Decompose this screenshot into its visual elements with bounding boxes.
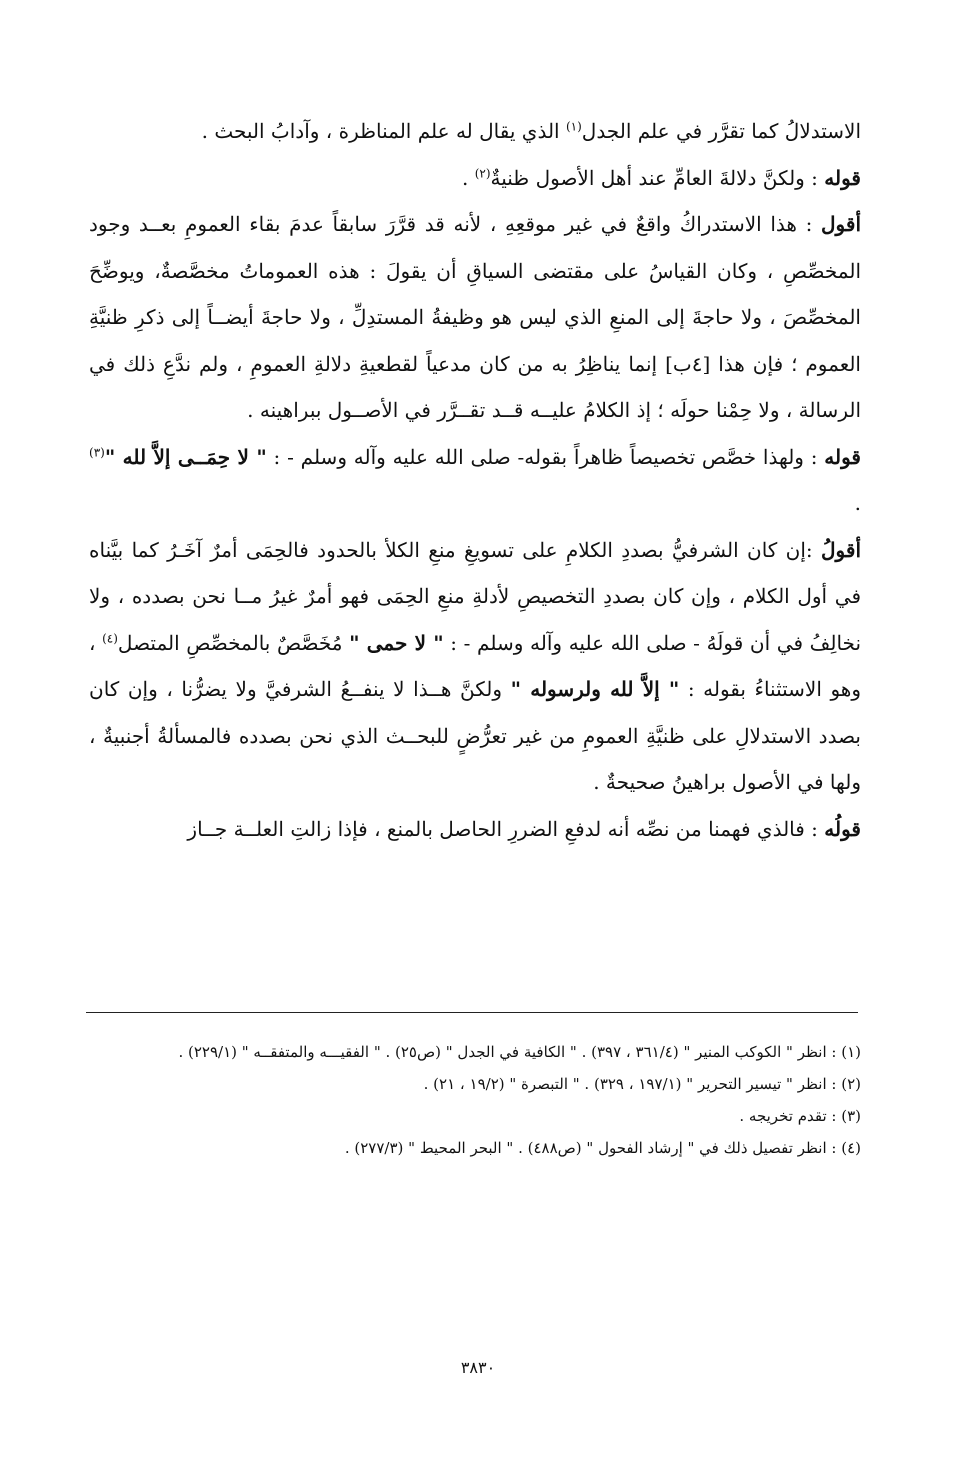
text-segment: ، وهو الاستثناءُ بقوله : <box>89 630 861 701</box>
paragraph-5 <box>89 527 861 806</box>
footnote-4: (٤) : انظر تفصيل ذلك في " إرشاد الفحول " (ص٤٨٨) . " البحر المحيط " (٢٧٧/٣) . <box>344 1139 861 1157</box>
footnote-3: (٣) : تقدم تخريجه . <box>739 1107 861 1125</box>
text-segment: : ولكنَّ دلالةَ العامِّ عند أهل الأصول ظنيةٌ <box>490 165 825 190</box>
paragraph-6 <box>89 806 861 853</box>
footnote-2: (٢) : انظر " تيسير التحرير " (١٩٧/١ ، ٣٢٩) . " التبصرة " (١٩/٢ ، ٢١) . <box>423 1075 861 1093</box>
text-segment: : فالذي فهمنا من نصِّه أنه لدفعِ الضررِ الحاصل بالمنع ، فإذا زالتِ العلــة جــاز <box>187 816 825 841</box>
text-segment: ولكنَّ هــذا لا ينفــعُ الشرفيَّ ولا يضرُّنا ، وإن كان بصدد الاستدلالِ على ظنيَّةِ العمومِ من غير تعرُّضٍ للبحــث الذي نحن بصدده فالمسألةُ أجنبيةٌ ، ولها في الأصول براهينُ صحيحةٌ . <box>89 677 861 794</box>
text-segment: الذي يقال له علم المناظرة ، وآدابُ البحث . <box>201 119 566 143</box>
paragraph-2 <box>89 155 861 202</box>
footnote-ref-4[interactable]: (٤) <box>102 630 118 645</box>
footnotes <box>81 1036 861 1164</box>
footnote-ref-1[interactable]: (١) <box>565 119 582 134</box>
footnote-ref-3[interactable]: (٣) <box>89 444 105 459</box>
main-text <box>89 108 861 852</box>
text-segment: : هذا الاستدراكُ واقعٌ في غير موقعِهِ ، لأنه قد قرَّرَ سابقاً عدمَ بقاء العمومِ بعــد وجود المخصِّصِ ، وكان القياسُ على مقتضى السياقِ أن يقولَ : هذه العموماتُ مخصَّصةٌ، ويوضِّحَ المخصِّصَ ، ولا حاجةَ إلى المنعِ الذي ليس هو وظيفةُ المستدِلِّ ، ولا حاجةَ أيضــاً إلى ذكرِ ظنيَّةِ العموم ؛ فإن هذا [٤ب] إنما يناظِرُ به من كان مدعياً لقطعيةِ دلالةِ العمومِ ، ولم ندَّعِ ذلك في الرسالة ، ولا حِمْنا حولَه ؛ إذ الكلامُ عليــه قــد تقــرَّر في الأصــول ببراهينه . <box>89 212 861 422</box>
footnote-separator <box>86 1012 858 1013</box>
footnote-1: (١) : انظر " الكوكب المنير " (٣٦١/٤ ، ٣٩٧) . " الكافية في الجدل " (ص٢٥) . " الفقيـــه والمتفقــه " (٢٢٩/١) . <box>178 1043 861 1061</box>
paragraph-1 <box>89 108 861 155</box>
paragraph-3 <box>89 201 861 434</box>
text-segment: . <box>854 491 861 515</box>
paragraph-lead-word: أقولُ <box>821 537 861 562</box>
text-segment: مُخَصَّصٌ بالمخصِّصِ المتصل <box>117 630 350 655</box>
text-segment: : ولهذا خصَّص تخصيصاً ظاهراً بقوله- صلى الله عليه وآله وسلم - : <box>266 444 825 469</box>
page-number: ٣٨٣٠ <box>460 1358 496 1377</box>
paragraph-lead-word: قوله <box>824 444 861 469</box>
hadith-quote: " لا حِمَــى إلاَّ لله " <box>104 444 267 469</box>
text-segment: . <box>461 165 475 190</box>
text-segment: :إن كان الشرفيُّ بصددِ الكلامِ على تسويغِ منعِ الكلأ بالحدود فالحِمَى أمرٌ آخَـرُ كما بيَّناه في أول الكلام ، وإن كان بصددِ التخصيصِ لأدلةِ منعِ الحِمَى فهو أمرٌ غيرُ مــا نحن بصدده ، ولا نخالِفُ في أن قولَهُ - صلى الله عليه وآله وسلم - : <box>89 537 862 655</box>
paragraph-lead-word: قولُه <box>824 816 861 841</box>
hadith-quote: " إلاَّ لله ولرسوله " <box>510 677 680 701</box>
paragraph-lead-word: قوله <box>824 165 861 190</box>
text-segment: الاستدلالُ كما تقرَّر في علم الجدل <box>581 119 861 143</box>
paragraph-4 <box>89 434 861 527</box>
paragraph-lead-word: أقول <box>821 212 861 236</box>
footnote-ref-2[interactable]: (٢) <box>474 165 491 180</box>
hadith-quote: " لا حمى " <box>349 630 444 655</box>
